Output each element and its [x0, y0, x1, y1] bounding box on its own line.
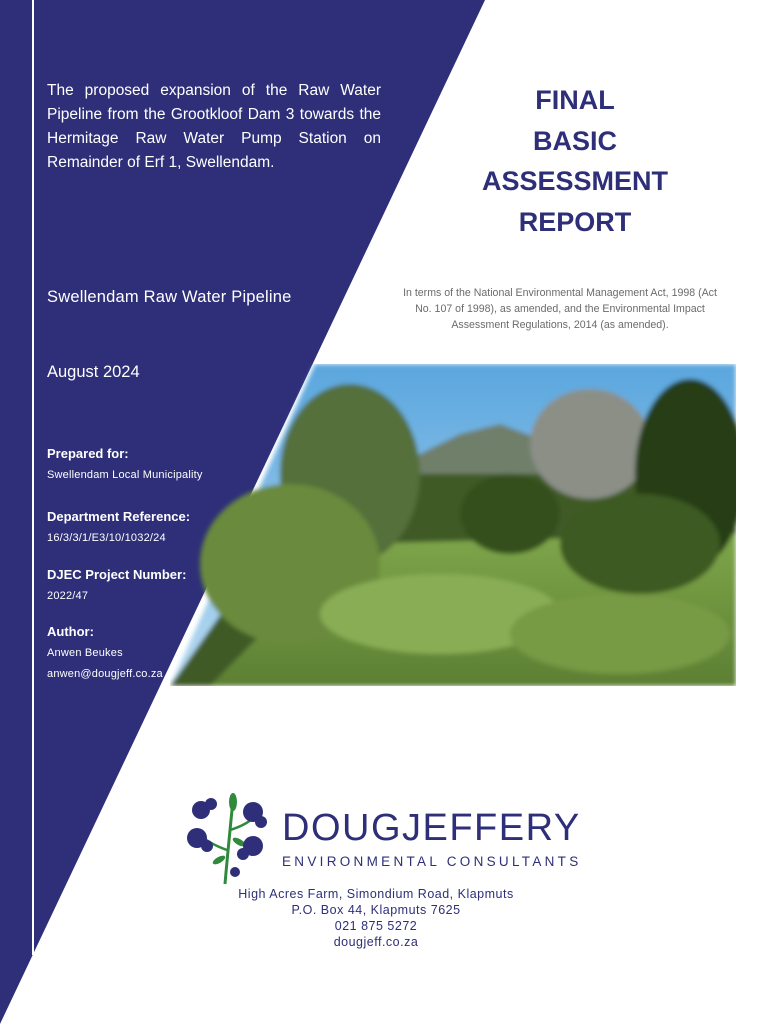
project-description: The proposed expansion of the Raw Water Pipeline from the Grootkloof Dam 3 towards the Hermitage Raw Water Pump Station on Remainder of Erf 1, Swellendam.	[47, 82, 381, 171]
author-name: Anwen Beukes	[47, 647, 123, 659]
company-address	[200, 886, 552, 950]
phone-number: 021 875 5272	[334, 919, 418, 933]
cover-photo	[170, 364, 736, 686]
prepared-for-label: Prepared for:	[47, 446, 129, 461]
flower-logo-icon	[183, 790, 273, 886]
report-title	[430, 80, 720, 242]
company-name: DOUGJEFFERY	[282, 807, 581, 849]
website-link[interactable]: dougjeff.co.za	[333, 935, 419, 949]
title-line: FINAL	[535, 85, 615, 115]
author-email: anwen@dougjeff.co.za	[47, 668, 163, 680]
vertical-white-rule	[32, 0, 34, 955]
address-line: High Acres Farm, Simondium Road, Klapmuts	[238, 887, 514, 901]
author-label: Author:	[47, 624, 94, 639]
project-name: Swellendam Raw Water Pipeline	[47, 288, 292, 306]
address-line: P.O. Box 44, Klapmuts 7625	[291, 903, 461, 917]
title-line: REPORT	[518, 206, 632, 237]
report-date: August 2024	[47, 363, 140, 381]
project-number-value: 2022/47	[47, 590, 89, 602]
prepared-for-value: Swellendam Local Municipality	[47, 469, 203, 481]
title-line: BASIC	[532, 125, 617, 156]
title-line: ASSESSMENT	[481, 166, 669, 196]
legal-framework-text: In terms of the National Environmental Management Act, 1998 (Act No. 107 of 1998), as amended, and the Environmental Impact Assessment Regulations, 2014 (as amended).	[403, 287, 717, 332]
department-reference-label: Department Reference:	[47, 509, 191, 524]
company-tagline: ENVIRONMENTAL CONSULTANTS	[282, 854, 582, 869]
department-reference-value: 16/3/3/1/E3/10/1032/24	[47, 532, 166, 544]
project-number-label: DJEC Project Number:	[47, 567, 187, 582]
